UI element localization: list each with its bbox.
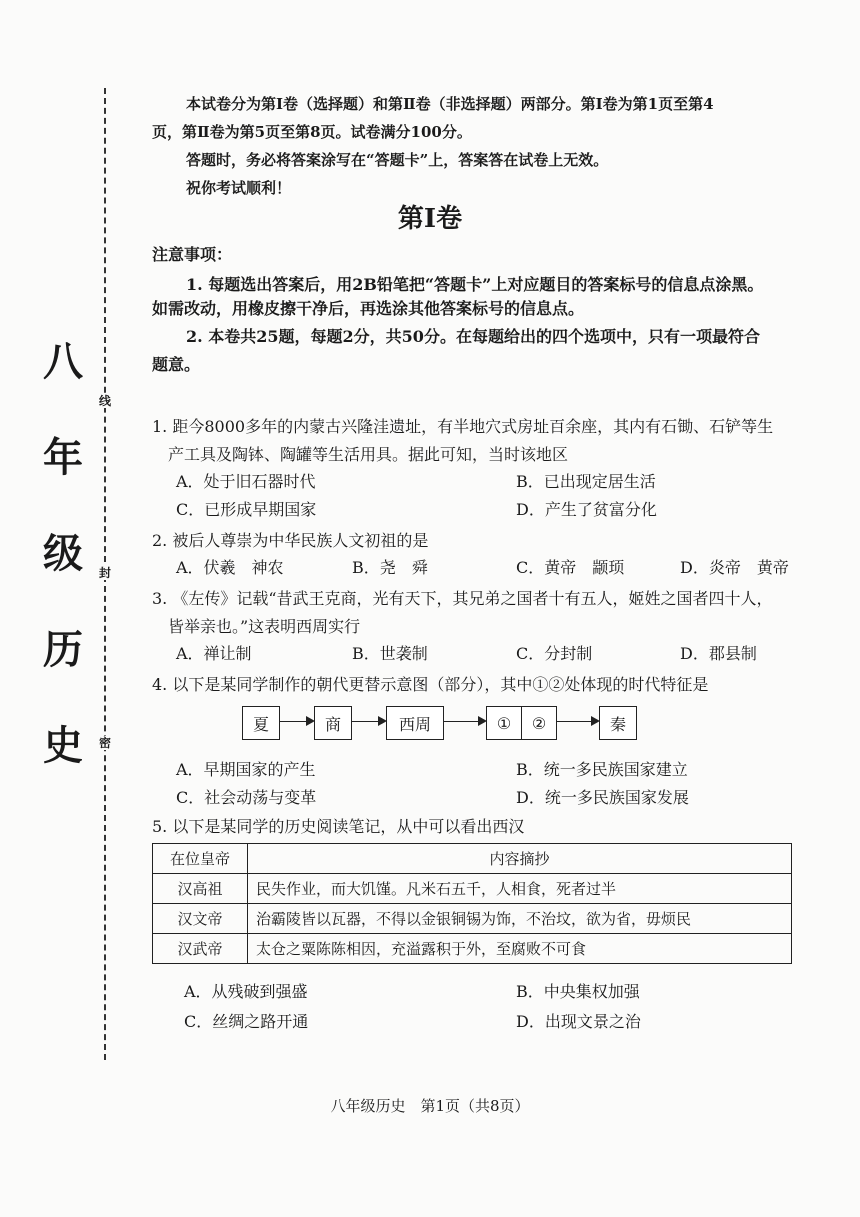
question-4-stem: 4. 以下是某同学制作的朝代更替示意图（部分），其中①②处体现的时代特征是: [152, 675, 709, 694]
table-cell-emperor: 汉文帝: [153, 904, 248, 934]
table-cell-excerpt: 治霸陵皆以瓦器，不得以金银铜锡为饰，不治坟，欲为省，毋烦民: [248, 904, 792, 934]
flow-arrow: [279, 721, 313, 722]
side-title-char: 级: [43, 530, 83, 577]
question-1-line-1: 1. 距今8000多年的内蒙古兴隆洼遗址，有半地穴式房址百余座，其内有石锄、石铲等生: [152, 417, 774, 436]
question-1-option-a: A．处于旧石器时代: [176, 472, 316, 491]
question-3-line-1: 3. 《左传》记载“昔武王克商，光有天下，其兄弟之国者十有五人，姬姓之国者四十人，: [152, 589, 773, 608]
question-5-option-a: A．从残破到强盛: [184, 982, 308, 1001]
question-4-option-d: D．统一多民族国家发展: [516, 788, 689, 807]
flow-arrow: [443, 721, 485, 722]
question-3-option-a: A．禅让制: [176, 644, 252, 663]
question-1-option-b: B．已出现定居生活: [516, 472, 656, 491]
flow-box-qin: 秦: [599, 706, 637, 740]
flow-box-slot-1: ①: [486, 706, 522, 740]
binding-mark-secret: 密: [98, 736, 111, 750]
intro-line-4: 祝你考试顺利！: [186, 179, 292, 197]
table-row: [153, 874, 792, 904]
notice-item-1b: 如需改动，用橡皮擦干净后，再选涂其他答案标号的信息点。: [152, 299, 585, 318]
page-footer: 八年级历史 第1页（共8页）: [330, 1097, 530, 1115]
intro-line-2: 页，第Ⅱ卷为第5页至第8页。试卷满分100分。: [152, 123, 472, 141]
side-title: [38, 340, 88, 768]
flow-box-slot-2: ②: [521, 706, 557, 740]
notice-heading: 注意事项：: [152, 245, 233, 264]
notice-item-1a: 1. 每题选出答案后，用2B铅笔把“答题卡”上对应题目的答案标号的信息点涂黑。: [186, 275, 764, 294]
table-row: [153, 934, 792, 964]
flow-arrow: [556, 721, 598, 722]
question-2-stem: 2. 被后人尊崇为中华民族人文初祖的是: [152, 531, 429, 550]
question-4-option-c: C．社会动荡与变革: [176, 788, 317, 807]
binding-mark-line: 线: [98, 394, 111, 408]
question-1-option-d: D．产生了贫富分化: [516, 500, 657, 519]
question-2-option-b: B．尧 舜: [352, 558, 428, 577]
table-cell-excerpt: 民失作业，而大饥馑。凡米石五千，人相食，死者过半: [248, 874, 792, 904]
flow-arrow: [351, 721, 385, 722]
intro-line-1: 本试卷分为第Ⅰ卷（选择题）和第Ⅱ卷（非选择题）两部分。第Ⅰ卷为第1页至第4: [186, 95, 714, 113]
flow-box-xia: 夏: [242, 706, 280, 740]
flow-box-western-zhou: 西周: [386, 706, 444, 740]
question-2-option-d: D．炎帝 黄帝: [680, 558, 789, 577]
side-title-char: 史: [43, 722, 83, 769]
binding-mark-seal: 封: [98, 566, 111, 580]
question-3-option-c: C．分封制: [516, 644, 593, 663]
intro-line-3: 答题时，务必将答案涂写在“答题卡”上，答案答在试卷上无效。: [186, 151, 609, 169]
side-title-char: 八: [43, 338, 83, 385]
table-cell-excerpt: 太仓之粟陈陈相因，充溢露积于外，至腐败不可食: [248, 934, 792, 964]
question-1-option-c: C．已形成早期国家: [176, 500, 317, 519]
table-header-row: [153, 844, 792, 874]
question-4-option-a: A．早期国家的产生: [176, 760, 316, 779]
table-header-excerpt: 内容摘抄: [248, 844, 792, 874]
reading-notes-table: [152, 843, 792, 964]
question-3-line-2: 皆举亲也。”这表明西周实行: [168, 617, 361, 636]
question-3-option-b: B．世袭制: [352, 644, 428, 663]
question-2-option-c: C．黄帝 颛顼: [516, 558, 625, 577]
question-5-option-c: C．丝绸之路开通: [184, 1012, 309, 1031]
question-5-option-d: D．出现文景之治: [516, 1012, 641, 1031]
side-title-char: 历: [43, 626, 83, 673]
notice-item-2b: 题意。: [152, 355, 201, 374]
question-5-option-b: B．中央集权加强: [516, 982, 640, 1001]
table-cell-emperor: 汉武帝: [153, 934, 248, 964]
table-cell-emperor: 汉高祖: [153, 874, 248, 904]
question-5-stem: 5. 以下是某同学的历史阅读笔记，从中可以看出西汉: [152, 817, 525, 836]
flow-box-shang: 商: [314, 706, 352, 740]
notice-item-2a: 2. 本卷共25题，每题2分，共50分。在每题给出的四个选项中，只有一项最符合: [186, 327, 760, 346]
question-1-line-2: 产工具及陶钵、陶罐等生活用具。据此可知，当时该地区: [168, 445, 569, 464]
question-2-option-a: A．伏羲 神农: [176, 558, 284, 577]
table-header-emperor: 在位皇帝: [153, 844, 248, 874]
question-3-option-d: D．郡县制: [680, 644, 757, 663]
section-title: 第Ⅰ卷: [397, 204, 463, 234]
question-4-option-b: B．统一多民族国家建立: [516, 760, 688, 779]
side-title-char: 年: [43, 434, 83, 481]
table-row: [153, 904, 792, 934]
